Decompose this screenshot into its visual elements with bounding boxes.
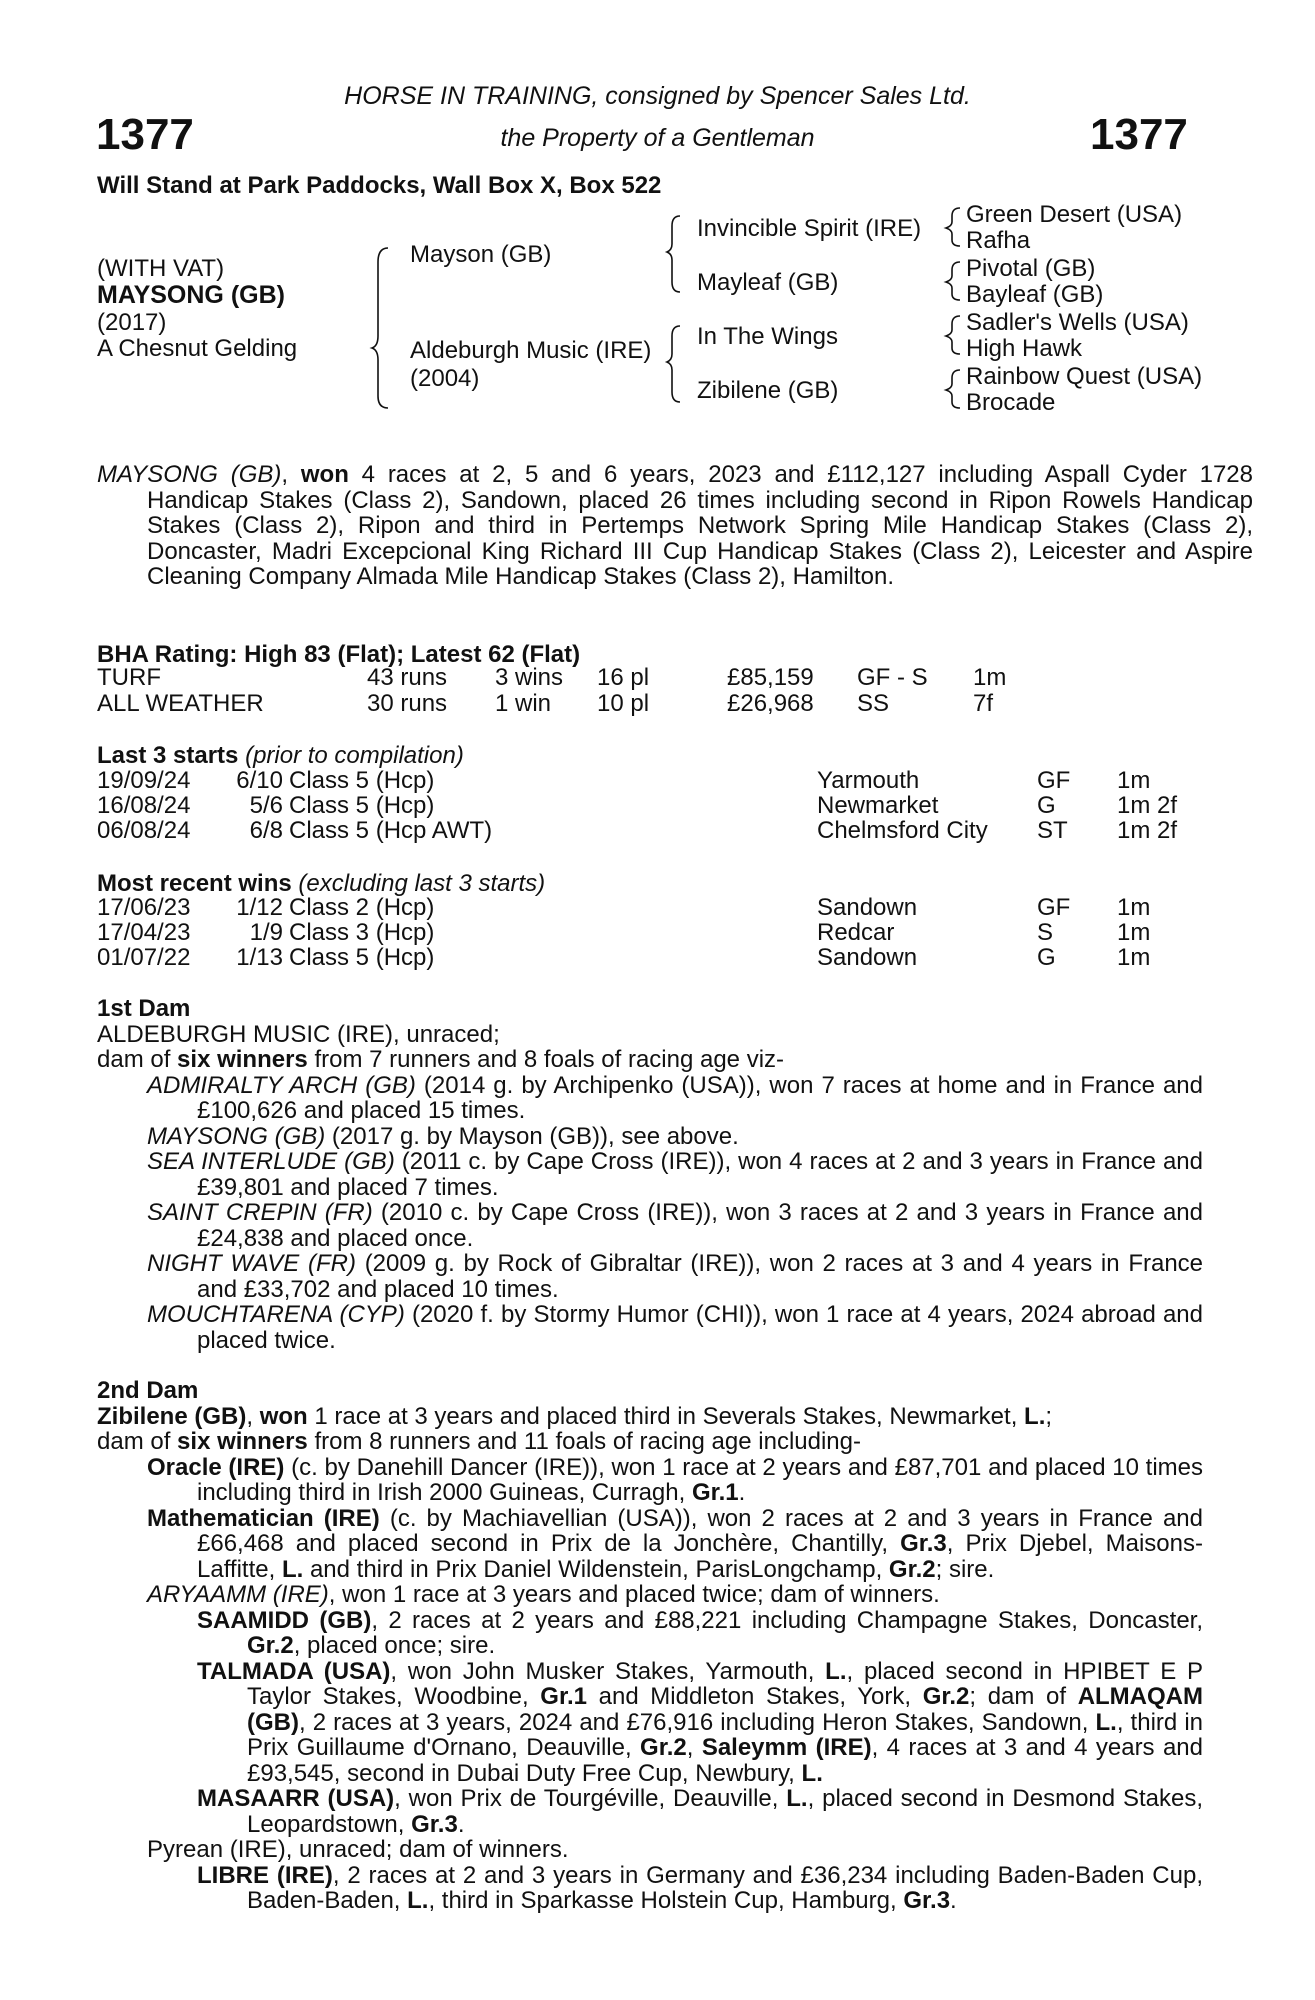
start-class: Class 5 (Hcp)	[289, 792, 435, 819]
math-name: Mathematician (IRE)	[147, 1504, 380, 1532]
math-group2: Gr.2	[888, 1555, 936, 1583]
almaqam-text3: ,	[686, 1734, 702, 1761]
start-distance: 1m 2f	[1117, 792, 1178, 819]
math-end: ; sire.	[935, 1555, 995, 1583]
progeny-text: (2010 c. by Cape Cross (IRE)), won 3 races at 2 and 3 years in France and £24,838 and placed once.	[197, 1199, 1203, 1252]
start-position: 6/8	[249, 817, 283, 844]
stand-location: Will Stand at Park Paddocks, Wall Box X, Box 522	[97, 172, 662, 199]
race-summary: MAYSONG (GB), won 4 races at 2, 5 and 6 years, 2023 and £112,127 including Aspall Cyder 1728 Handicap Stakes (Class 2), Sandown, placed 26 times including second in Ripon Rowels Handicap Stakes (Class 2), Ripon and third in Pertemps Network Spring Mile Handicap Stakes (Class 2), Doncaster, Madri Excepcional King Richard III Cup Handicap Stakes (Class 2), Leicester and Aspire Cleaning Company Almada Mile Handicap Stakes (Class 2), Hamilton.	[97, 461, 1254, 590]
first-dam-progeny	[97, 1200, 1203, 1251]
first-dam-progeny	[97, 1149, 1203, 1200]
saamidd-group: Gr.2	[247, 1632, 294, 1659]
second-dam-text: 1 race at 3 years and placed third in Severals Stakes, Newmarket,	[307, 1402, 1025, 1430]
rating-row	[97, 665, 1203, 690]
masaarr-text1: , won Prix de Tourgéville, Deauville,	[394, 1785, 787, 1812]
first-dam-winners: six winners	[177, 1046, 308, 1073]
math-group3: Gr.3	[900, 1530, 947, 1557]
second-dam-line2	[97, 1429, 1203, 1455]
recent-title: Most recent wins	[97, 870, 292, 897]
math-text1: (c. by Machiavellian (USA)), won 2 races at 2 and 3 years in France and £66,468 and placed second in Prix de la Jonchère, Chantilly,	[197, 1504, 1203, 1557]
vat-label: (WITH VAT)	[97, 255, 225, 282]
first-dam-line2a: dam of	[97, 1046, 178, 1073]
win-class: Class 2 (Hcp)	[289, 894, 435, 921]
progeny-name: SEA INTERLUDE (GB)	[147, 1148, 395, 1175]
saleymm-name: Saleymm (IRE)	[701, 1734, 872, 1761]
masaarr-group: Gr.3	[411, 1810, 458, 1838]
talmada-group1: Gr.1	[540, 1683, 587, 1710]
start-position: 6/10	[236, 767, 283, 794]
start-course: Yarmouth	[817, 767, 920, 794]
start-row	[97, 793, 1203, 818]
start-row	[97, 818, 1203, 843]
rating-runs: 43 runs	[367, 664, 448, 691]
math-text2: , Prix Djebel, Maisons-Laffitte,	[197, 1530, 1203, 1583]
oracle-name: Oracle (IRE)	[147, 1453, 285, 1481]
last3-subtitle: (prior to compilation)	[245, 742, 464, 769]
start-position: 5/6	[249, 792, 283, 819]
listed-label: L.	[1024, 1402, 1046, 1430]
pedigree-dam: Aldeburgh Music (IRE)	[410, 337, 652, 364]
second-dam-line1: Zibilene (GB), won 1 race at 3 years and placed third in Severals Stakes, Newmarket, L.;	[97, 1402, 1053, 1430]
mathematician-entry	[97, 1506, 1203, 1583]
rating-going: SS	[857, 690, 890, 717]
summary-horse-name: MAYSONG (GB)	[97, 461, 282, 488]
first-dam-progeny	[97, 1124, 1203, 1150]
first-dam-progeny	[97, 1251, 1203, 1302]
win-position: 1/9	[249, 919, 283, 946]
oracle-group: Gr.1	[691, 1479, 739, 1506]
rating-surface: ALL WEATHER	[97, 690, 264, 717]
rating-going: GF - S	[857, 664, 928, 691]
rating-placed: 10 pl	[597, 690, 650, 717]
last3-heading	[97, 742, 464, 770]
win-row	[97, 945, 1203, 970]
aryaamm-name: ARYAAMM (IRE)	[147, 1581, 329, 1608]
pedigree-gen3-4: Bayleaf (GB)	[966, 281, 1104, 308]
pedigree-sire-dam: Mayleaf (GB)	[697, 269, 839, 296]
start-going: G	[1037, 792, 1056, 819]
progeny-name: SAINT CREPIN (FR)	[147, 1199, 373, 1226]
rating-prize: £85,159	[727, 664, 814, 691]
masaarr-text2: , placed second in Desmond Stakes, Leopardstown,	[247, 1785, 1204, 1838]
pyrean-entry: Pyrean (IRE), unraced; dam of winners.	[147, 1836, 569, 1863]
win-row	[97, 920, 1203, 945]
win-distance: 1m	[1117, 894, 1151, 921]
libre-listed: L.	[407, 1887, 429, 1914]
almaqam-text1: , 2 races at 3 years, 2024 and £76,916 including Heron Stakes, Sandown,	[298, 1708, 1096, 1736]
last3-title: Last 3 starts	[97, 742, 239, 769]
talmada-text1: , won John Musker Stakes, Yarmouth,	[390, 1657, 826, 1685]
first-dam-line2	[97, 1047, 1203, 1073]
oracle-end: .	[738, 1479, 746, 1506]
win-date: 17/06/23	[97, 894, 191, 921]
start-date: 19/09/24	[97, 767, 191, 794]
start-date: 06/08/24	[97, 817, 191, 844]
progeny-name: NIGHT WAVE (FR)	[147, 1250, 356, 1277]
saleymm-listed: L.	[801, 1759, 823, 1787]
progeny-text: (2011 c. by Cape Cross (IRE)), won 4 races at 2 and 3 years in France and £39,801 and placed 7 times.	[197, 1148, 1203, 1201]
pedigree-gen3-3: Pivotal (GB)	[966, 255, 1096, 282]
math-listed: L.	[281, 1555, 304, 1583]
talmada-name: TALMADA (USA)	[197, 1657, 391, 1685]
header-line-1: HORSE IN TRAINING, consigned by Spencer Sales Ltd.	[344, 82, 971, 110]
rating-wins: 1 win	[495, 690, 552, 717]
second-dam-line2a: dam of	[97, 1428, 178, 1455]
progeny-name: MAYSONG (GB)	[147, 1122, 326, 1150]
masaarr-listed: L.	[786, 1785, 808, 1812]
pedigree-sire-sire: Invincible Spirit (IRE)	[697, 215, 922, 242]
second-dam-won: won	[259, 1402, 308, 1430]
oracle-entry	[97, 1455, 1203, 1506]
libre-end: .	[950, 1887, 957, 1914]
oracle-text: (c. by Danehill Dancer (IRE)), won 1 race at 2 years and £87,701 and placed 10 times including third in Irish 2000 Guineas, Curragh,	[197, 1453, 1204, 1506]
math-text3: and third in Prix Daniel Wildenstein, ParisLongchamp,	[303, 1555, 889, 1583]
first-dam-section	[97, 996, 1203, 1353]
start-going: GF	[1037, 767, 1071, 794]
saamidd-name: SAAMIDD (GB)	[197, 1606, 372, 1634]
first-dam-line1: ALDEBURGH MUSIC (IRE), unraced;	[97, 1020, 500, 1048]
win-position: 1/12	[236, 894, 283, 921]
saleymm-text: , 4 races at 3 and 4 years and £93,545, second in Dubai Duty Free Cup, Newbury,	[247, 1734, 1204, 1787]
almaqam-listed: L.	[1095, 1708, 1117, 1736]
rating-placed: 16 pl	[597, 664, 650, 691]
pedigree-sire: Mayson (GB)	[410, 241, 552, 268]
rating-title: BHA Rating: High 83 (Flat); Latest 62 (Flat)	[97, 641, 581, 668]
start-course: Chelmsford City	[817, 817, 988, 844]
almaqam-group: Gr.2	[640, 1734, 687, 1761]
start-class: Class 5 (Hcp)	[289, 767, 435, 794]
rating-wins: 3 wins	[495, 664, 564, 691]
rating-prize: £26,968	[727, 690, 814, 717]
start-distance: 1m 2f	[1117, 817, 1178, 844]
start-course: Newmarket	[817, 792, 939, 819]
talmada-text4: ; dam of	[969, 1683, 1078, 1710]
summary-text: 4 races at 2, 5 and 6 years, 2023 and £112,127 including Aspall Cyder 1728 Handicap Stakes (Class 2), Sandown, placed 26 times including second in Ripon Rowels Handicap Stakes (Class 2), Ripon and third in Pertemps Network Spring Mile Handicap Stakes (Class 2), Doncaster, Madri Excepcional King Richard III Cup Handicap Stakes (Class 2), Leicester and Aspire Cleaning Company Almada Mile Handicap Stakes (Class 2), Hamilton.	[147, 461, 1254, 590]
rating-runs: 30 runs	[367, 690, 448, 717]
win-position: 1/13	[236, 944, 283, 971]
lot-number-right: 1377	[1090, 110, 1188, 159]
masaarr-end: .	[457, 1810, 465, 1838]
libre-text2: , third in Sparkasse Holstein Cup, Hamburg,	[428, 1887, 904, 1914]
start-class: Class 5 (Hcp AWT)	[289, 817, 493, 844]
progeny-name: ADMIRALTY ARCH (GB)	[147, 1071, 416, 1099]
pedigree-dam-year: (2004)	[410, 365, 480, 392]
first-dam-title: 1st Dam	[97, 995, 191, 1022]
pedigree-gen3-6: High Hawk	[966, 335, 1083, 362]
pedigree-dam-sire: In The Wings	[697, 323, 838, 350]
win-going: GF	[1037, 894, 1071, 921]
pedigree-dam-dam: Zibilene (GB)	[697, 377, 839, 404]
aryaamm-text: , won 1 race at 3 years and placed twice; dam of winners.	[328, 1581, 940, 1608]
start-going: ST	[1037, 817, 1068, 844]
rating-distance: 7f	[973, 690, 994, 717]
progeny-text: (2014 g. by Archipenko (USA)), won 7 races at home and in France and £100,626 and placed 15 times.	[197, 1071, 1203, 1124]
saamidd-entry	[97, 1608, 1203, 1659]
second-dam-title: 2nd Dam	[97, 1377, 199, 1404]
saamidd-text: , 2 races at 2 years and £88,221 including Champagne Stakes, Doncaster,	[371, 1606, 1204, 1634]
win-distance: 1m	[1117, 919, 1151, 946]
pedigree-gen3-5: Sadler's Wells (USA)	[966, 309, 1189, 336]
talmada-text3: and Middleton Stakes, York,	[586, 1683, 923, 1710]
pedigree-gen3-2: Rafha	[966, 227, 1031, 254]
second-dam-line2c: from 8 runners and 11 foals of racing age including-	[307, 1428, 861, 1455]
header-line-2: the Property of a Gentleman	[500, 124, 815, 152]
rating-row	[97, 691, 1203, 716]
libre-group: Gr.3	[903, 1887, 951, 1914]
win-going: G	[1037, 944, 1056, 971]
win-date: 17/04/23	[97, 919, 191, 946]
almaqam-name: ALMAQAM (GB)	[247, 1683, 1203, 1736]
win-course: Sandown	[817, 944, 918, 971]
libre-name: LIBRE (IRE)	[197, 1861, 333, 1889]
win-going: S	[1037, 919, 1054, 946]
horse-name: MAYSONG (GB)	[97, 281, 285, 309]
horse-year: (2017)	[97, 309, 167, 336]
second-dam-end: ;	[1045, 1402, 1053, 1430]
almaqam-text2: , third in Prix Guillaume d'Ornano, Deauville,	[247, 1708, 1204, 1761]
pedigree-gen3-8: Brocade	[966, 389, 1056, 416]
libre-entry	[97, 1863, 1203, 1914]
progeny-text: (2020 f. by Stormy Humor (CHI)), won 1 race at 4 years, 2024 abroad and placed twice.	[197, 1301, 1203, 1354]
start-row	[97, 768, 1203, 793]
masaarr-entry	[97, 1786, 1203, 1837]
rating-distance: 1m	[973, 664, 1007, 691]
second-dam-name: Zibilene (GB)	[97, 1402, 247, 1430]
win-class: Class 5 (Hcp)	[289, 944, 435, 971]
talmada-text2: , placed second in HPIBET E P Taylor Stakes, Woodbine,	[247, 1657, 1204, 1710]
win-course: Sandown	[817, 894, 918, 921]
talmada-entry	[97, 1659, 1203, 1787]
pedigree-gen3-7: Rainbow Quest (USA)	[966, 363, 1203, 390]
pedigree-gen3-1: Green Desert (USA)	[966, 201, 1183, 228]
horse-description: A Chesnut Gelding	[97, 335, 298, 362]
win-distance: 1m	[1117, 944, 1151, 971]
first-dam-progeny	[97, 1073, 1203, 1124]
win-course: Redcar	[817, 919, 895, 946]
talmada-listed: L.	[825, 1657, 847, 1685]
progeny-text: (2017 g. by Mayson (GB)), see above.	[325, 1122, 739, 1150]
talmada-group2: Gr.2	[922, 1683, 970, 1710]
first-dam-line2c: from 7 runners and 8 foals of racing age viz-	[307, 1046, 785, 1073]
progeny-text: (2009 g. by Rock of Gibraltar (IRE)), won 2 races at 3 and 4 years in France and £33,702 and placed 10 times.	[197, 1250, 1204, 1303]
masaarr-name: MASAARR (USA)	[197, 1785, 395, 1812]
second-dam-winners: six winners	[177, 1428, 308, 1455]
start-distance: 1m	[1117, 767, 1151, 794]
win-row	[97, 895, 1203, 920]
aryaamm-entry	[97, 1582, 1203, 1608]
start-date: 16/08/24	[97, 792, 191, 819]
recent-subtitle: (excluding last 3 starts)	[298, 870, 546, 897]
summary-won: won	[300, 461, 349, 488]
win-date: 01/07/22	[97, 944, 191, 971]
libre-text1: , 2 races at 2 and 3 years in Germany and £36,234 including Baden-Baden Cup, Baden-Baden,	[247, 1861, 1203, 1914]
lot-number-left: 1377	[96, 110, 194, 159]
saamidd-end: , placed once; sire.	[293, 1632, 496, 1659]
first-dam-progeny	[97, 1302, 1203, 1353]
rating-surface: TURF	[97, 664, 161, 691]
progeny-name: MOUCHTARENA (CYP)	[147, 1301, 405, 1328]
second-dam-section	[97, 1378, 1203, 1914]
win-class: Class 3 (Hcp)	[289, 919, 435, 946]
